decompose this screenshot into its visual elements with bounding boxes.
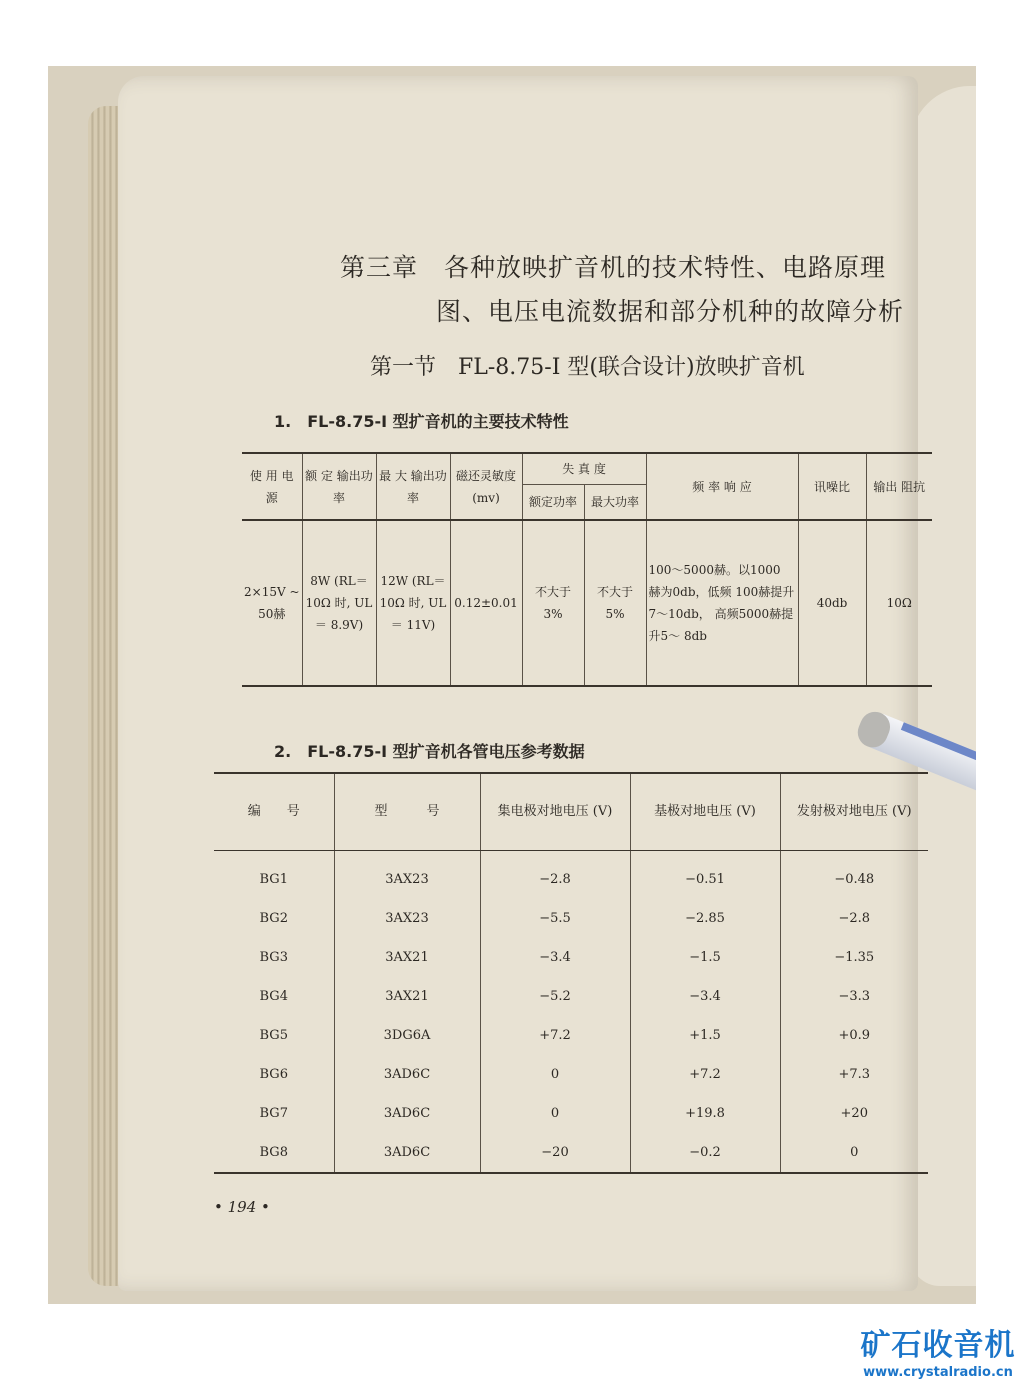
cell-emitter-voltage: +20: [780, 1094, 928, 1133]
cell-base-voltage: −3.4: [630, 977, 780, 1016]
watermark-url: www.crystalradio.cn: [863, 1365, 1013, 1380]
cell-number: BG1: [259, 872, 288, 887]
cell-number: BG3: [259, 950, 288, 965]
cell-model: 3DG6A: [334, 1016, 480, 1055]
chapter-title-line1: 第三章 各种放映扩音机的技术特性、电路原理: [340, 253, 887, 282]
header-freq-response: 频 率 响 应: [646, 453, 798, 520]
header-sensitivity: 磁还灵敏度 (mv): [450, 453, 522, 520]
cell-max-output: 12W (RL＝10Ω 时, UL＝ 11V): [376, 520, 450, 686]
cell-collector-voltage: 0: [480, 1055, 630, 1094]
table-row: [214, 1094, 928, 1133]
header-rated-output: 额 定 输出功率: [302, 453, 376, 520]
cell-base-voltage: −0.2: [630, 1133, 780, 1173]
cell-number: BG6: [259, 1067, 288, 1082]
cell-collector-voltage: +7.2: [480, 1016, 630, 1055]
cell-sensitivity: 0.12±0.01: [450, 520, 522, 686]
header-max-output: 最 大 输出功率: [376, 453, 450, 520]
spec-table-caption: 1. FL-8.75-I 型扩音机的主要技术特性: [274, 412, 569, 431]
cell-rated-output: 8W (RL＝10Ω 时, UL＝ 8.9V): [302, 520, 376, 686]
cell-number: BG5: [259, 1028, 288, 1043]
watermark-logo: 矿石收音机: [860, 1328, 1016, 1363]
cell-number: BG4: [259, 989, 288, 1004]
cell-emitter-voltage: −3.3: [780, 977, 928, 1016]
cell-collector-voltage: 0: [480, 1094, 630, 1133]
cell-model: 3AX21: [334, 938, 480, 977]
cell-number: BG8: [259, 1145, 288, 1160]
header-model: 型 号: [334, 773, 480, 851]
page-number: • 194 •: [214, 1198, 270, 1216]
table-row: [214, 851, 928, 900]
cell-number: BG2: [259, 911, 288, 926]
cell-emitter-voltage: +7.3: [780, 1055, 928, 1094]
cell-emitter-voltage: −2.8: [780, 899, 928, 938]
cell-power-supply: 2×15V ~ 50赫: [242, 520, 302, 686]
header-distortion-max: 最大功率: [584, 485, 646, 521]
voltage-table: [214, 772, 928, 1174]
section-title: 第一节 FL-8.75-I 型(联合设计)放映扩音机: [370, 355, 805, 380]
cell-collector-voltage: −5.2: [480, 977, 630, 1016]
cell-model: 3AD6C: [334, 1133, 480, 1173]
cell-model: 3AD6C: [334, 1055, 480, 1094]
cell-base-voltage: +7.2: [630, 1055, 780, 1094]
header-collector: 集电极对地电压 (V): [480, 773, 630, 851]
volt-table-caption: 2. FL-8.75-I 型扩音机各管电压参考数据: [274, 742, 585, 761]
cell-snr: 40db: [798, 520, 866, 686]
cell-model: 3AX23: [334, 899, 480, 938]
cell-distortion-rated: 不大于 3%: [522, 520, 584, 686]
header-distortion: 失 真 度: [522, 453, 646, 485]
cell-collector-voltage: −3.4: [480, 938, 630, 977]
cell-emitter-voltage: 0: [780, 1133, 928, 1173]
table-row: [214, 1016, 928, 1055]
cell-emitter-voltage: −0.48: [780, 851, 928, 900]
book-page: [118, 76, 926, 1291]
table-row: [214, 938, 928, 977]
cell-base-voltage: +19.8: [630, 1094, 780, 1133]
cell-base-voltage: −2.85: [630, 899, 780, 938]
header-snr: 讯噪比: [798, 453, 866, 520]
table-row: [214, 1055, 928, 1094]
voltage-table-body: [214, 851, 928, 1174]
table-row: [214, 899, 928, 938]
spec-table: [242, 452, 932, 687]
cell-base-voltage: +1.5: [630, 1016, 780, 1055]
cell-model: 3AD6C: [334, 1094, 480, 1133]
book-photo: [48, 66, 976, 1304]
cell-model: 3AX23: [334, 851, 480, 900]
cell-model: 3AX21: [334, 977, 480, 1016]
cell-collector-voltage: −5.5: [480, 899, 630, 938]
header-distortion-rated: 额定功率: [522, 485, 584, 521]
cell-collector-voltage: −20: [480, 1133, 630, 1173]
cell-emitter-voltage: −1.35: [780, 938, 928, 977]
watermark: [858, 1328, 1018, 1382]
cell-freq-response: 100～5000赫。以1000 赫为0db，低频 100赫提升7～10db， 高频5000赫提升5～ 8db: [646, 520, 798, 686]
header-number: 编 号: [214, 773, 334, 851]
cell-base-voltage: −1.5: [630, 938, 780, 977]
header-output-impedance: 输出 阻抗: [866, 453, 932, 520]
cell-base-voltage: −0.51: [630, 851, 780, 900]
header-base: 基极对地电压 (V): [630, 773, 780, 851]
table-row: [214, 977, 928, 1016]
header-power-supply: 使 用 电 源: [242, 453, 302, 520]
cell-collector-voltage: −2.8: [480, 851, 630, 900]
cell-output-impedance: 10Ω: [866, 520, 932, 686]
cell-emitter-voltage: +0.9: [780, 1016, 928, 1055]
chapter-title-line2: 图、电压电流数据和部分机种的故障分析: [436, 297, 905, 326]
header-emitter: 发射极对地电压 (V): [780, 773, 928, 851]
cell-number: BG7: [259, 1106, 288, 1121]
table-row: [214, 1133, 928, 1173]
cell-distortion-max: 不大于 5%: [584, 520, 646, 686]
